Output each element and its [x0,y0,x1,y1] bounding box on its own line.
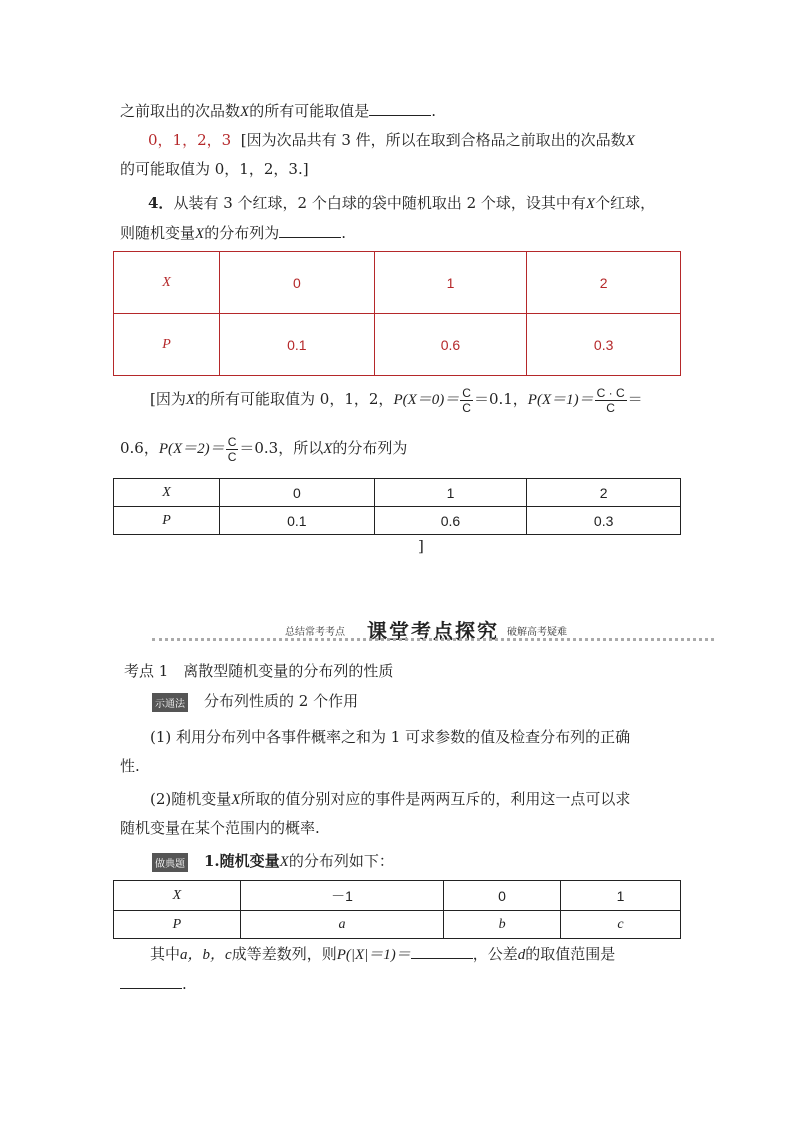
paragraph-line: 性. [120,757,140,775]
table-cell: P [114,314,220,376]
fraction [226,435,239,464]
variable-x: X [279,854,289,870]
text-fragment: 0.6， [120,439,159,457]
explanation-line [120,430,407,466]
text-fragment: ＝ [627,390,643,408]
example-badge: 做典题 [152,853,188,872]
fraction-denominator: C [606,400,615,415]
fraction [460,386,473,415]
table-cell: X [114,252,220,314]
table-cell: 0.1 [220,314,375,376]
text-fragment: . [431,102,436,120]
text-fragment: ＝0.3，所以 [239,439,324,457]
text-fragment: 成等差数列，则 [231,945,337,963]
table-cell: c [561,911,681,939]
explanation-line [150,381,643,417]
explanation-text: 的可能取值为 0，1，2，3.] [120,160,309,178]
variables-abc: a，b，c [180,947,232,963]
text-fragment: 的所有可能取值是 [249,102,370,120]
table-cell: 2 [527,479,681,507]
variable-x: X [240,104,250,120]
question-text: 则随机变量 [120,224,196,242]
answer-distribution-table [113,251,681,376]
answer-blank [411,946,473,959]
text-fragment: 的所有可能取值为 0，1，2， [195,390,394,408]
answer-line [148,129,635,150]
table-cell: 1 [374,252,527,314]
table-cell: X [114,479,220,507]
text-fragment: . [341,224,346,242]
text-fragment: [因为 [150,390,186,408]
table-cell: 0.3 [527,507,681,535]
method-title: 分布列性质的 2 个作用 [204,692,359,710]
text-fragment: (2)随机变量 [150,790,232,808]
table-row [114,881,681,911]
text-fragment: . [182,975,187,993]
table-cell: 1 [561,881,681,911]
banner-title: 课堂考点探究 [367,619,499,643]
fraction-numerator: C [227,434,237,449]
section-heading: 考点 1 离散型随机变量的分布列的性质 [124,662,394,680]
text-fragment: ＝0.1， [473,390,528,408]
text-fragment: 1.随机变量 [204,852,280,870]
variable-x: X [231,792,241,808]
table-cell: 0.3 [527,314,681,376]
variable-d: d [517,947,526,963]
table-row [114,479,681,507]
fraction-denominator: C [227,449,237,464]
table-cell: 1 [374,479,527,507]
question-number: 4． [148,194,174,212]
paragraph-line: (1) 利用分布列中各事件概率之和为 1 可求参数的值及检查分布列的正确 [150,728,631,746]
table-cell: a [240,911,443,939]
answer-blank [369,103,431,116]
variable-x: X [185,392,196,408]
fraction-numerator: C · C [596,385,625,400]
answer-line [120,158,309,179]
answer-blank [279,225,341,238]
banner-left-caption: 总结常考考点 [285,627,345,638]
question-4 [148,192,655,213]
banner-right-caption: 破解高考疑难 [507,627,567,638]
question-text: 从装有 3 个红球，2 个白球的袋中随机取出 2 个球，设其中有 [173,194,586,212]
question-text: 个红球， [595,194,656,212]
variable-x: X [195,226,205,242]
table-cell: 0 [444,881,561,911]
example-distribution-table [113,880,681,939]
closing-bracket: ] [418,537,424,555]
question-4-line2 [120,222,346,243]
probability-expression: P(|X|＝1)＝ [336,947,411,963]
probability-expression: P(X＝1)＝ [527,392,594,408]
variable-x: X [323,441,333,457]
text-fragment: 的分布列为 [332,439,408,457]
section-banner [152,614,714,643]
question-text-line [120,975,187,993]
variable-x: X [585,196,596,212]
probability-expression: P(X＝0)＝ [393,392,460,408]
table-row [114,911,681,939]
answer-blank [120,976,182,989]
method-badge: 示通法 [152,693,188,712]
text-fragment: 所取的值分别对应的事件是两两互斥的，利用这一点可以求 [240,790,631,808]
text-fragment: 的分布列如下： [288,852,394,870]
table-cell: P [114,911,241,939]
table-cell: X [114,881,241,911]
fraction [595,386,627,415]
table-cell: 0 [220,479,375,507]
table-row [114,314,681,376]
table-cell: 2 [527,252,681,314]
question-text-line [150,943,615,964]
variable-x: X [625,133,635,149]
table-cell: 0.6 [374,507,527,535]
text-line [120,100,436,121]
banner-divider [152,638,714,641]
table-cell: 0.1 [220,507,375,535]
table-cell: b [444,911,561,939]
answer-values: 0，1，2，3 [148,131,232,149]
explanation-text: [因为次品共有 3 件，所以在取到合格品之前取出的次品数 [240,131,626,149]
text-fragment: 之前取出的次品数 [120,102,241,120]
table-cell: －1 [240,881,443,911]
table-cell: 0 [220,252,375,314]
text-fragment: 的取值范围是 [525,945,616,963]
table-cell: 0.6 [374,314,527,376]
paragraph-line [150,788,630,809]
distribution-table [113,478,681,535]
fraction-numerator: C [462,385,471,400]
text-fragment: 其中 [150,945,181,963]
table-row [114,507,681,535]
method-heading [152,690,358,712]
example-heading [152,850,394,872]
table-cell: P [114,507,220,535]
question-text: 的分布列为 [204,224,280,242]
table-row [114,252,681,314]
probability-expression: P(X＝2)＝ [158,441,225,457]
fraction-denominator: C [462,400,471,415]
paragraph-line: 随机变量在某个范围内的概率. [120,819,320,837]
text-fragment: ，公差 [472,945,518,963]
